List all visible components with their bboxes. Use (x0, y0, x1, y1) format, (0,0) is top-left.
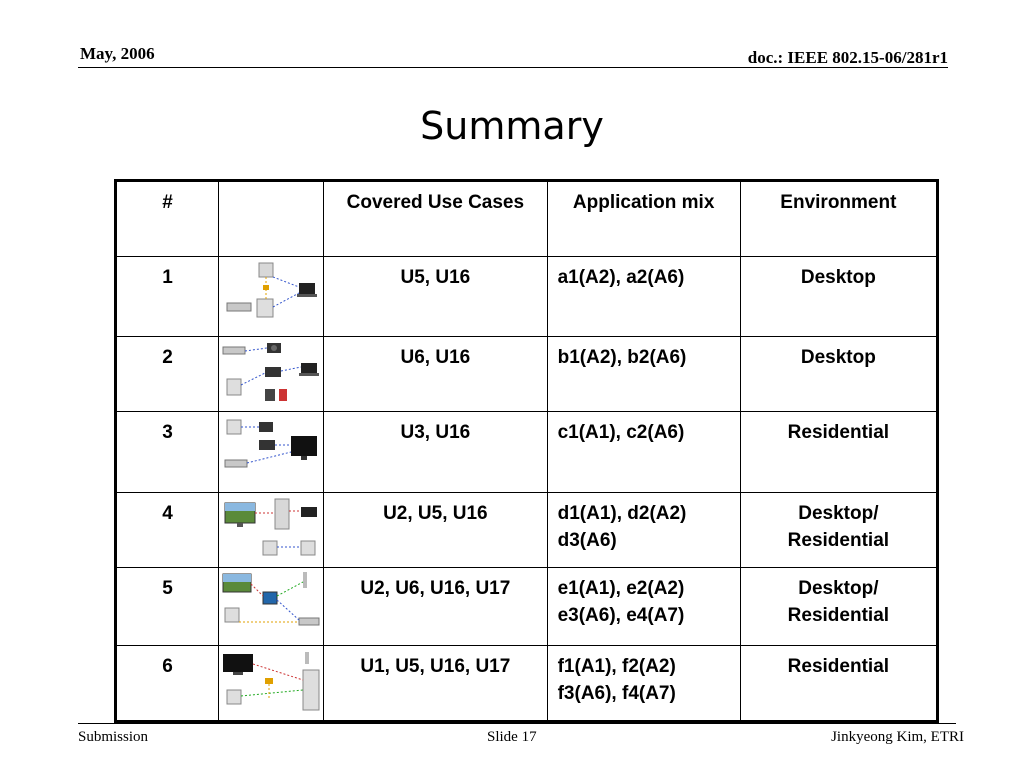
diagram-cell (219, 257, 324, 337)
slide-title: Summary (420, 104, 604, 148)
footer-author: Jinkyeong Kim, ETRI (831, 729, 964, 745)
diagram-cell (219, 568, 324, 646)
environment-line: Desktop (800, 347, 876, 368)
environment-line: Residential (787, 656, 890, 677)
application-mix-cell (547, 337, 740, 412)
row-number: 6 (116, 646, 219, 722)
application-mix-line: a1(A2), a2(A6) (557, 267, 685, 288)
application-mix-line: b1(A2), b2(A6) (557, 347, 687, 368)
row-number: 3 (116, 412, 219, 493)
monitor-tower-diagram-icon (219, 493, 323, 567)
application-mix-cell (547, 646, 740, 722)
table-row (116, 493, 938, 568)
environment-line: Desktop/ (798, 503, 879, 524)
column-header-application-mix: Application mix (547, 181, 740, 257)
application-mix-cell (547, 257, 740, 337)
application-mix-cell (547, 493, 740, 568)
application-mix-line: d3(A6) (557, 530, 617, 551)
column-header-number: # (116, 181, 219, 257)
application-mix-line: e1(A1), e2(A2) (557, 578, 685, 599)
use-cases-cell: U2, U6, U16, U17 (324, 568, 547, 646)
table-row (116, 337, 938, 412)
header-rule (78, 67, 948, 68)
table-row (116, 257, 938, 337)
diagram-cell (219, 493, 324, 568)
environment-line: Residential (787, 422, 890, 443)
environment-cell (740, 646, 937, 722)
table-header-row (116, 181, 938, 257)
use-cases-cell: U6, U16 (324, 337, 547, 412)
application-mix-line: f3(A6), f4(A7) (557, 683, 676, 704)
use-cases-cell: U5, U16 (324, 257, 547, 337)
use-cases-cell: U2, U5, U16 (324, 493, 547, 568)
use-cases-cell: U1, U5, U16, U17 (324, 646, 547, 722)
application-mix-cell (547, 568, 740, 646)
application-mix-line: f1(A1), f2(A2) (557, 656, 676, 677)
environment-line: Residential (787, 605, 890, 626)
row-number: 2 (116, 337, 219, 412)
environment-cell (740, 257, 937, 337)
environment-line: Desktop/ (798, 578, 879, 599)
diagram-cell (219, 412, 324, 493)
table-row (116, 646, 938, 722)
environment-cell (740, 337, 937, 412)
residential-server-diagram-icon (219, 646, 323, 720)
use-cases-cell: U3, U16 (324, 412, 547, 493)
residential-tv-diagram-icon (219, 412, 323, 486)
diagram-cell (219, 337, 324, 412)
environment-cell (740, 568, 937, 646)
row-number: 4 (116, 493, 219, 568)
row-number: 5 (116, 568, 219, 646)
table-row (116, 412, 938, 493)
application-mix-line: d1(A1), d2(A2) (557, 503, 687, 524)
header-date: May, 2006 (80, 44, 155, 63)
footer-slide-number: Slide 17 (487, 729, 537, 745)
mixed-network-diagram-icon (219, 568, 323, 642)
column-header-diagram (219, 181, 324, 257)
footer-submission: Submission (78, 729, 149, 745)
application-mix-line: e3(A6), e4(A7) (557, 605, 685, 626)
desktop-network-diagram-icon (219, 257, 323, 331)
environment-cell (740, 412, 937, 493)
environment-line: Desktop (800, 267, 876, 288)
diagram-cell (219, 646, 324, 722)
camera-network-diagram-icon (219, 337, 323, 411)
row-number: 1 (116, 257, 219, 337)
column-header-environment: Environment (740, 181, 937, 257)
footer-rule (78, 723, 956, 724)
application-mix-line: c1(A1), c2(A6) (557, 422, 685, 443)
column-header-use-cases: Covered Use Cases (324, 181, 547, 257)
header-doc-id: doc.: IEEE 802.15-06/281r1 (747, 48, 948, 67)
application-mix-cell (547, 412, 740, 493)
environment-line: Residential (787, 530, 890, 551)
table-row (116, 568, 938, 646)
environment-cell (740, 493, 937, 568)
summary-table (114, 179, 939, 723)
